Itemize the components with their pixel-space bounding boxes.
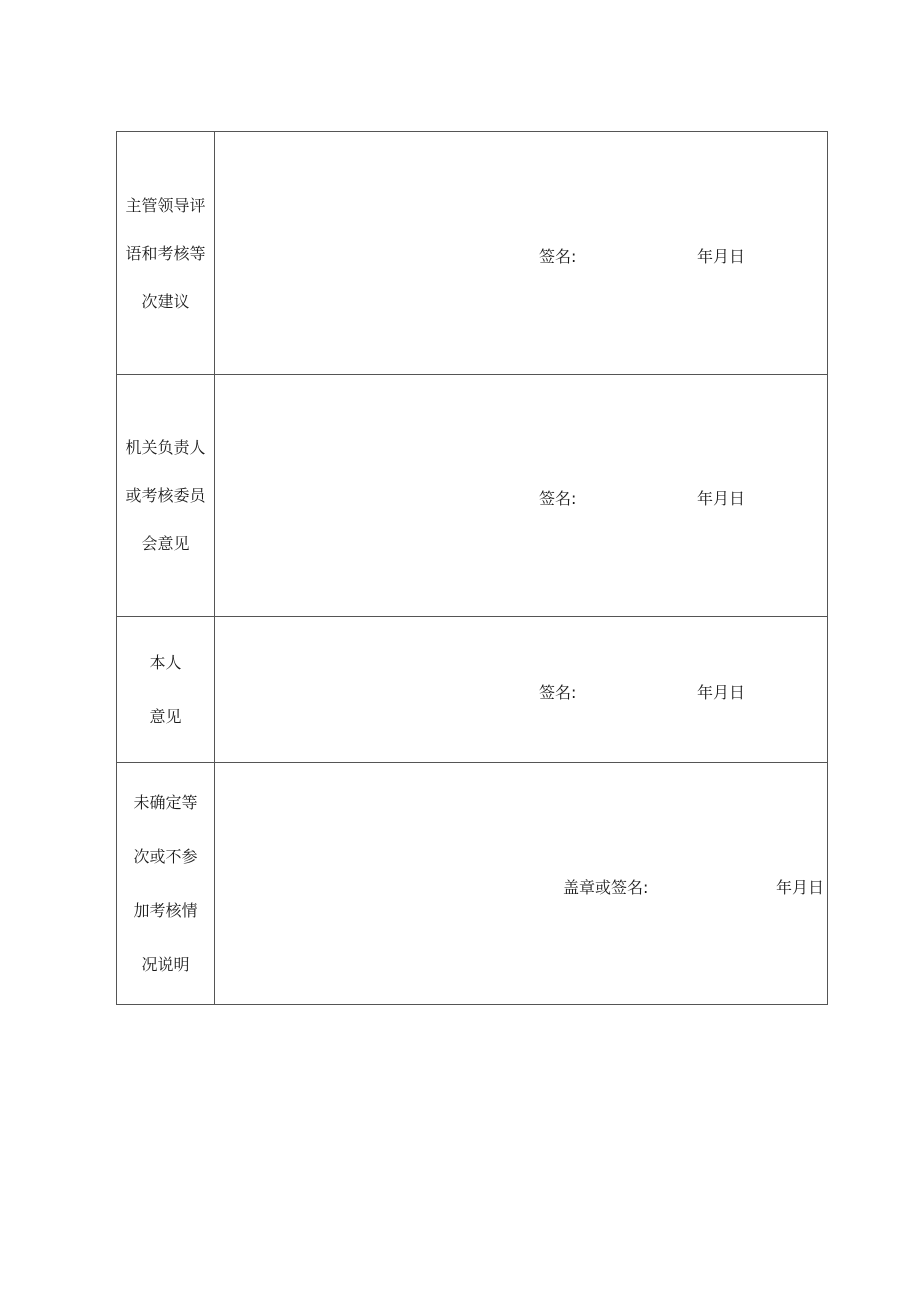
label-line: 次或不参 xyxy=(133,846,198,866)
row-label xyxy=(117,375,215,616)
date-label: 年月日 xyxy=(697,489,746,508)
table-row-supervisor-comments xyxy=(117,132,827,375)
label-line: 况说明 xyxy=(141,954,190,974)
row-label xyxy=(117,617,215,762)
table-row-committee-opinion xyxy=(117,375,827,617)
date-label: 年月日 xyxy=(697,683,746,702)
label-line: 加考核情 xyxy=(133,900,198,920)
label-line: 意见 xyxy=(149,706,182,726)
label-line: 主管领导评 xyxy=(125,196,206,215)
table-row-undetermined-explanation xyxy=(117,763,827,1004)
table-row-personal-opinion xyxy=(117,617,827,763)
signature-label: 签名: xyxy=(539,683,577,702)
committee-opinion-area[interactable] xyxy=(215,375,827,616)
explanation-area[interactable] xyxy=(215,763,827,1004)
date-label: 年月日 xyxy=(697,247,746,266)
date-label: 年月日 xyxy=(776,878,825,897)
label-line: 会意见 xyxy=(141,533,190,553)
assessment-form-table xyxy=(116,131,828,1005)
label-line: 未确定等 xyxy=(133,792,198,812)
row-label xyxy=(117,132,215,374)
label-line: 次建议 xyxy=(141,292,190,311)
label-line: 语和考核等 xyxy=(125,244,206,263)
signature-label: 签名: xyxy=(539,247,577,266)
label-line: 机关负责人 xyxy=(125,437,206,457)
signature-label: 签名: xyxy=(539,489,577,508)
seal-or-signature-label: 盖章或签名: xyxy=(563,878,649,897)
supervisor-comment-area[interactable] xyxy=(215,132,827,374)
label-line: 本人 xyxy=(149,652,182,672)
label-line: 或考核委员 xyxy=(125,485,206,505)
personal-opinion-area[interactable] xyxy=(215,617,827,762)
row-label xyxy=(117,763,215,1004)
